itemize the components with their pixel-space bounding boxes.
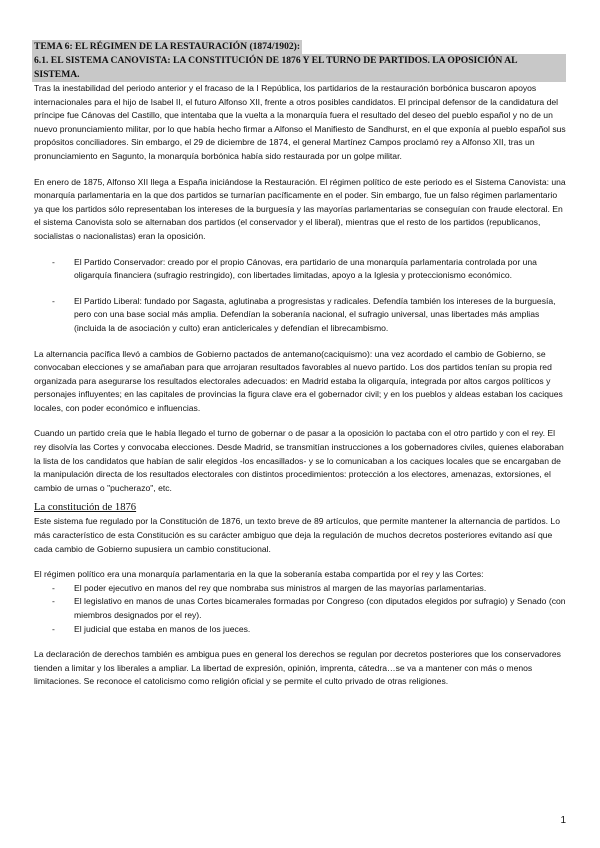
parties-list xyxy=(34,256,566,336)
paragraph-alternancia: La alternancia pacífica llevó a cambios de Gobierno pactados de antemano(caciquismo): una vez acordado el cambio de Gobierno, se convocaban elecciones y se amañaban para que arrojaran resultados favorables al nuevo partido. Los dos partidos tenían su propia red organizada para asegurarse los resultados electorales adecuados: en Madrid estaba la oligarquía, integrada por altos cargos políticos y personajes influyentes; en las capitales de provincias la figura clave era el gobernador civil; y en los pueblos y aldeas estaban los caciques locales, con poder económico e influencias. xyxy=(34,348,563,413)
paragraph-derechos: La declaración de derechos también es ambigua pues en general los derechos se regulan por decretos posteriores que los conservadores tienden a limitar y los liberales a ampliar. La libertad de expresión, opinión, imprenta, cátedra…se va a mantener con más o menos limitaciones. Se reconoce el catolicismo como religión oficial y se permite el culto privado de otras religiones. xyxy=(34,649,561,687)
paragraph-turno: Cuando un partido creía que le había llegado el turno de gobernar o de pasar a la oposición lo pactaba con el otro partido y con el rey. El rey disolvía las Cortes y convocaba elecciones. Desde Madrid, se transmitían instrucciones a los gobernadores civiles, quienes elaboraban la lista de los candidatos que habían de salir elegidos -los encasillados- y se lo comunicaban a los caciques locales que se encargaban de la manipulación directa de los resultados electorales con distintos procedimientos: protección a los electores, amenazas, extorsiones, el cambio de urnas o "pucherazo", etc. xyxy=(34,428,564,493)
paragraph-intro: Tras la inestabilidad del periodo anterior y el fracaso de la I República, los partidarios de la restauración borbónica buscaron apoyos internacionales para el hijo de Isabel II, el futuro Alfonso XII, frente a otros posibles candidatos. El principal defensor de la candidatura del príncipe fue Cánovas del Castillo, que intentaba que la vuelta a la monarquía fuera el resultado del deseo del pueblo español y no de un nuevo pronunciamiento militar, por lo que había hecho firmar a Alfonso el Manifiesto de Sandhurst, en el que exponía al pueblo español sus propósitos conciliadores. Sin embargo, el 29 de diciembre de 1874, el general Martínez Campos proclamó rey a Alfonso XII, tras un pronunciamiento en Sagunto, la monarquía borbónica había sido restaurada por un golpe militar. xyxy=(34,83,566,161)
list-item-legislativo: - El legislativo en manos de unas Cortes bicamerales formadas por Congreso (con diputados elegidos por sufragio) y Senado (con miembros designados por el rey). xyxy=(52,596,566,620)
paragraph-canovista: En enero de 1875, Alfonso XII llega a España iniciándose la Restauración. El régimen político de este periodo es el Sistema Canovista: una monarquía parlamentaria en la que dos partidos se turnarían pacíficamente en el poder. Sin embargo, fue un falso régimen parlamentario ya que los partidos sólo representaban los intereses de la burguesía y las mayorías parlamentarias se conseguían con fraude electoral. En el sistema Canovista solo se alternaban dos partidos (el conservador y el liberal), mientras que el resto de los partidos (republicanos, socialistas o nacionalistas) eran la oposición. xyxy=(34,176,566,241)
document-page xyxy=(34,36,566,689)
powers-list xyxy=(34,582,566,636)
list-marker: - xyxy=(52,596,55,607)
list-item-ejecutivo: - El poder ejecutivo en manos del rey que nombraba sus ministros al margen de las mayorías parlamentarias. xyxy=(34,582,566,596)
list-item-judicial: - El judicial que estaba en manos de los jueces. xyxy=(34,623,566,637)
constitution-subheading: La constitución de 1876 xyxy=(34,502,137,514)
list-marker: - xyxy=(52,295,55,306)
list-marker: - xyxy=(52,256,55,267)
topic-heading: TEMA 6: EL RÉGIMEN DE LA RESTAURACIÓN (1874/1902): xyxy=(34,41,301,52)
list-item-liberal: - El Partido Liberal: fundado por Sagasta, aglutinaba a progresistas y radicales. Defendía también los intereses de la burguesía, pero con una base social más amplia. Defendían la soberanía nacional, el sufragio universal, unas libertades más amplias (incluida la de asociación y culto) eran anticlericales y defendían el librecambismo. xyxy=(52,295,556,333)
page-number: 1 xyxy=(560,815,566,826)
paragraph-constitucion: Este sistema fue regulado por la Constitución de 1876, un texto breve de 89 artículos, que permite mantener la alternancia de partidos. Lo más característico de esta Constitución es su carácter ambiguo que deja la regulación de muchos decretos posteriores evitando así que cada cambio de Gobierno supusiera un cambio constitucional. xyxy=(34,516,560,554)
list-marker: - xyxy=(52,582,55,593)
list-marker: - xyxy=(52,623,55,634)
list-item-conservador: - El Partido Conservador: creado por el propio Cánovas, era partidario de una monarquía parlamentaria controlada por una oligarquía financiera (sufragio restringido), con libertades limitadas, apoyo a la Iglesia y proteccionismo económico. xyxy=(52,256,537,281)
section-heading: 6.1. EL SISTEMA CANOVISTA: LA CONSTITUCIÓN DE 1876 Y EL TURNO DE PARTIDOS. LA OPOSICIÓN AL SISTEMA. xyxy=(32,54,566,82)
paragraph-regimen: El régimen político era una monarquía parlamentaria en la que la soberanía estaba compartida por el rey y las Cortes: xyxy=(34,569,484,580)
